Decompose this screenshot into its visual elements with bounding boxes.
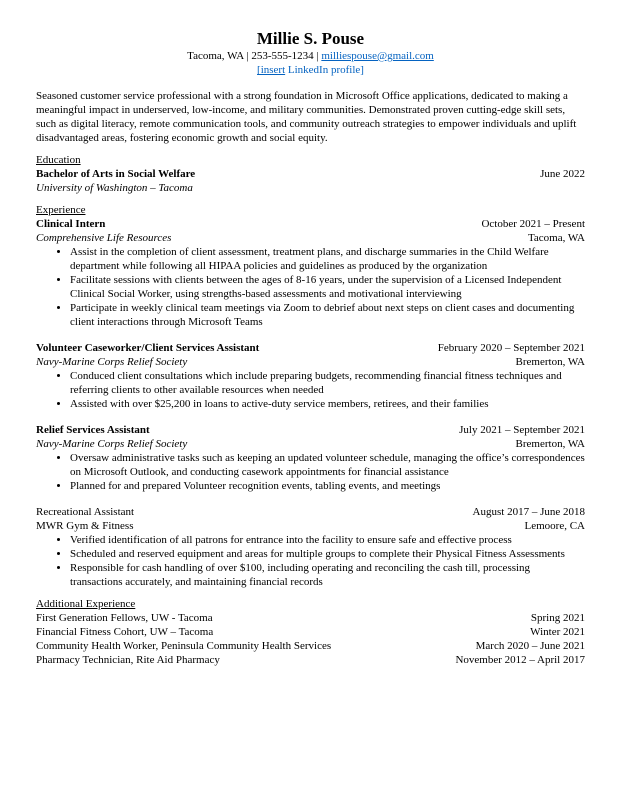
job-block-recreational-assistant: [36, 505, 585, 589]
linkedin-line: [36, 63, 585, 77]
bullet-item: • Assisted with over $25,200 in loans to active-duty service members, retirees, and their families: [70, 397, 585, 411]
bullet-item: • Oversaw administrative tasks such as keeping an updated volunteer schedule, managing the office’s correspondences on Microsoft Outlook, and conducting casework appointments for financial assistance: [70, 451, 585, 479]
school-name: University of Washington – Tacoma: [36, 182, 193, 194]
bullet-item: • Responsible for cash handling of over $100, including operating and reconciling the cash till, processing transactions accurately, and maintaining financial records: [70, 561, 585, 589]
additional-item-label: Community Health Worker, Peninsula Community Health Services: [36, 640, 332, 652]
resume-header: [36, 29, 585, 77]
bullet-item: • Scheduled and reserved equipment and areas for multiple groups to complete their Physical Fitness Assessments: [70, 547, 585, 561]
job-title: Relief Services Assistant: [36, 424, 150, 436]
bullet-item: • Verified identification of all patrons for entrance into the facility to ensure safe and effective process: [70, 533, 585, 547]
experience-heading: Experience: [36, 204, 86, 216]
job-company: MWR Gym & Fitness: [36, 520, 134, 532]
job-title-row: [36, 423, 585, 437]
education-degree-row: [36, 167, 585, 181]
job-company-row: [36, 355, 585, 369]
job-bullet-list: [36, 369, 585, 411]
job-title-row: [36, 217, 585, 231]
bullet-item: • Planned for and prepared Volunteer recognition events, tabling events, and meetings: [70, 479, 585, 493]
education-section: [36, 153, 585, 195]
additional-item-row: [36, 639, 585, 653]
bullet-item: • Assist in the completion of client assessment, treatment plans, and discharge summaries in the Child Welfare department while following all HIPAA policies and guidelines as produced by the organization: [70, 245, 585, 273]
additional-item-date: November 2012 – April 2017: [455, 654, 585, 666]
linkedin-profile-text: LinkedIn profile]: [285, 64, 364, 76]
job-location: Bremerton, WA: [515, 356, 585, 368]
job-company-row: [36, 519, 585, 533]
job-location: Tacoma, WA: [527, 232, 585, 244]
additional-item-date: March 2020 – June 2021: [475, 640, 585, 652]
additional-item-row: [36, 653, 585, 667]
job-block-volunteer-caseworker: [36, 341, 585, 411]
linkedin-insert-link[interactable]: [insert: [257, 64, 286, 76]
job-bullet-list: [36, 245, 585, 329]
additional-experience-heading: Additional Experience: [36, 598, 136, 610]
additional-item-label: Pharmacy Technician, Rite Aid Pharmacy: [36, 654, 220, 666]
summary-paragraph: Seasoned customer service professional with a strong foundation in Microsoft Office applications, dedicated to making a meaningful impact in underserved, low-income, and military communities. Demonstrated proven cutting-edge skill sets, such as digital literacy, remote communication tools, and community outreach strategies to empower individuals and uplift disadvantaged areas, fostering economic growth and social equity.: [36, 90, 577, 144]
education-heading: Education: [36, 154, 81, 166]
additional-item-label: First Generation Fellows, UW - Tacoma: [36, 612, 213, 624]
job-company-row: [36, 231, 585, 245]
job-company: Comprehensive Life Resources: [36, 232, 172, 244]
job-company-row: [36, 437, 585, 451]
additional-item-date: Winter 2021: [530, 626, 585, 638]
job-bullet-list: [36, 533, 585, 589]
job-company: Navy-Marine Corps Relief Society: [36, 356, 188, 368]
job-block-relief-services: [36, 423, 585, 493]
candidate-name: Millie S. Pouse: [256, 29, 365, 48]
additional-item-date: Spring 2021: [530, 612, 585, 624]
job-title-row: [36, 341, 585, 355]
additional-item-row: [36, 625, 585, 639]
additional-experience-section: [36, 597, 585, 667]
additional-item-label: Financial Fitness Cohort, UW – Tacoma: [36, 626, 214, 638]
additional-item-row: [36, 611, 585, 625]
education-date: June 2022: [540, 168, 585, 180]
job-company: Navy-Marine Corps Relief Society: [36, 438, 188, 450]
job-block-clinical-intern: [36, 217, 585, 329]
job-bullet-list: [36, 451, 585, 493]
experience-section: [36, 203, 585, 589]
bullet-item: • Conduced client consultations which include preparing budgets, recommending financial fitness techniques and referring clients to other available resources when needed: [70, 369, 585, 397]
job-title-row: [36, 505, 585, 519]
contact-location-phone: Tacoma, WA | 253-555-1234 |: [187, 50, 322, 62]
job-dates: July 2021 – September 2021: [459, 424, 585, 436]
job-title: Recreational Assistant: [36, 506, 135, 518]
contact-line: [36, 49, 585, 63]
bullet-item: • Participate in weekly clinical team meetings via Zoom to debrief about next steps on client cases and documenting client interactions through Microsoft Teams: [70, 301, 585, 329]
job-dates: August 2017 – June 2018: [472, 506, 585, 518]
job-location: Bremerton, WA: [515, 438, 585, 450]
job-location: Lemoore, CA: [524, 520, 585, 532]
education-school-row: [36, 181, 585, 195]
degree-title: Bachelor of Arts in Social Welfare: [36, 168, 196, 180]
job-title: Clinical Intern: [36, 218, 106, 230]
job-dates: October 2021 – Present: [481, 218, 585, 230]
bullet-item: • Facilitate sessions with clients between the ages of 8-16 years, under the supervision of a Licensed Independent Clinical Social Worker, using strengths-based assessments and motivational interviewing: [70, 273, 585, 301]
job-dates: February 2020 – September 2021: [437, 342, 585, 354]
email-link[interactable]: milliespouse@gmail.com: [321, 50, 434, 62]
job-title: Volunteer Caseworker/Client Services Assistant: [36, 342, 260, 354]
